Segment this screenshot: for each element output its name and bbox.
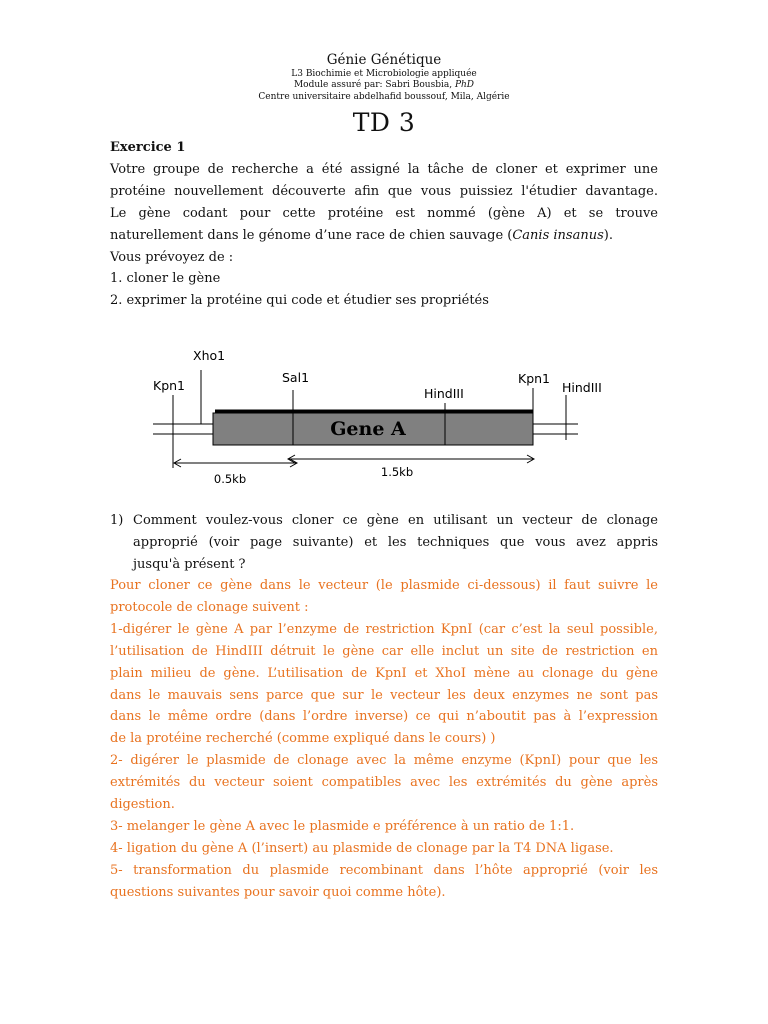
plan-item: 1. cloner le gène	[110, 271, 221, 287]
site-label-xho: Xho1	[193, 348, 226, 363]
answer-line: plain milieu de gène. L’utilisation de KpnI et XhoI mène au clonage du gène	[110, 665, 658, 681]
exercise-line: Le gène codant pour cette protéine est nommé (gène A) et se trouve	[110, 205, 658, 221]
answer-line: 3- melanger le gène A avec le plasmide e préférence à un ratio de 1:1.	[110, 818, 575, 834]
site-label-kpn-left: Kpn1	[153, 378, 186, 393]
question-line: approprié (voir page suivante) et les techniques que vous avez appris	[133, 534, 658, 550]
exercise-line-start: naturellement dans le génome d’une race de chien sauvage (	[110, 227, 513, 243]
distance-label-left: 0.5kb	[213, 472, 247, 486]
plan-item: 2. exprimer la protéine qui code et étudier ses propriétés	[110, 293, 489, 309]
answer-line: de la protéine recherché (comme expliqué dans le cours) )	[110, 731, 496, 747]
course-title: Génie Génétique	[326, 52, 442, 68]
answer-line: questions suivantes pour savoir quoi comme hôte).	[110, 884, 446, 900]
answer-line: l’utilisation de HindIII détruit le gène car elle inclut un site de restriction en	[110, 643, 658, 659]
answer-line: 1-digérer le gène A par l’enzyme de restriction KpnI (car c’est la seul possible,	[110, 621, 658, 637]
site-label-hind-right: HindIII	[562, 380, 602, 395]
question-number: 1)	[110, 513, 124, 528]
answer-line: extrémités du vecteur soient compatibles avec les extrémités du gène après	[110, 775, 658, 791]
plan-intro: Vous prévoyez de :	[110, 249, 234, 265]
exercise-heading: Exercice 1	[110, 140, 186, 155]
institution: Centre universitaire abdelhafid boussouf, Mila, Algérie	[258, 92, 510, 102]
species-name: Canis insanus	[512, 227, 604, 243]
course-level: L3 Biochimie et Microbiologie appliquée	[291, 69, 477, 79]
td-title: TD 3	[352, 108, 416, 137]
answer-line: Pour cloner ce gène dans le vecteur (le plasmide ci-dessous) il faut suivre le	[110, 578, 658, 593]
answer-line: dans le même ordre (dans l’ordre inverse) ce qui n’aboutit pas à l’expression	[110, 709, 658, 725]
exercise-line: protéine nouvellement découverte afin que vous puissiez l'étudier davantage.	[110, 183, 658, 199]
question-1	[110, 510, 658, 576]
gene-label: Gene A	[330, 418, 406, 440]
answer-line: 5- transformation du plasmide recombinant dans l’hôte approprié (voir les	[110, 862, 658, 878]
answer-line: digestion.	[110, 797, 175, 813]
question-line: jusqu'à présent ?	[133, 556, 246, 572]
question-line: Comment voulez-vous cloner ce gène en utilisant un vecteur de clonage	[133, 513, 658, 528]
answer-line: 2- digérer le plasmide de clonage avec la même enzyme (KpnI) pour que les	[110, 753, 658, 769]
site-label-kpn-right: Kpn1	[518, 371, 551, 386]
instructor-degree: PhD	[454, 80, 475, 90]
site-label-sal: Sal1	[282, 370, 310, 385]
instructor-name: Module assuré par: Sabri Bousbia,	[293, 80, 453, 90]
answer-line: protocole de clonage suivent :	[110, 599, 309, 615]
site-label-hind-mid: HindIII	[424, 386, 464, 401]
answer-line: dans le mauvais sens parce que sur le vecteur les deux enzymes ne sont pas	[110, 687, 658, 703]
answer-block	[110, 575, 658, 904]
answer-line: 4- ligation du gène A (l’insert) au plasmide de clonage par la T4 DNA ligase.	[110, 840, 614, 856]
exercise-line-end: ).	[603, 227, 613, 243]
exercise-line: Votre groupe de recherche a été assigné la tâche de cloner et exprimer une	[110, 161, 658, 177]
distance-label-right: 1.5kb	[380, 465, 414, 479]
